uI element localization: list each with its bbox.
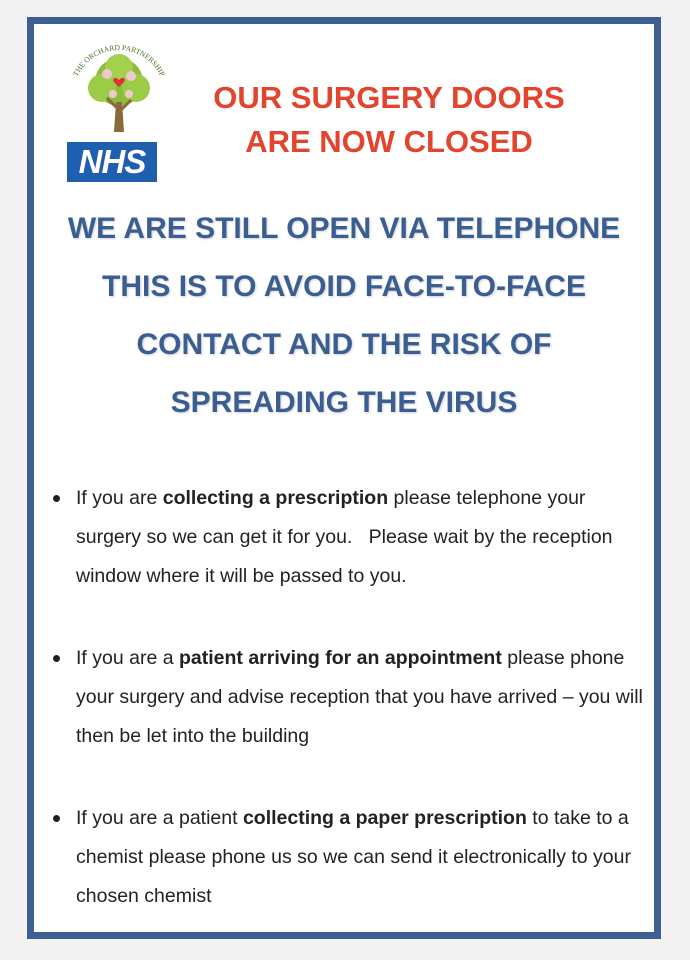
open-heading-line-3: CONTACT AND THE RISK OF bbox=[136, 328, 552, 361]
open-heading-line-2: THIS IS TO AVOID FACE-TO-FACE bbox=[102, 270, 586, 303]
list-item-paper-prescription bbox=[52, 799, 652, 916]
list-item-collecting-prescription bbox=[52, 479, 652, 596]
closed-heading-line-1: OUR SURGERY DOORS bbox=[213, 80, 565, 115]
bullet-text-pre: If you are a bbox=[76, 647, 179, 669]
bullet-text-pre: If you are bbox=[76, 487, 163, 509]
bullet-text-post: please phone your surgery and advise reception that you have arrived – you will then be let into the building bbox=[76, 647, 643, 747]
orchard-tree-logo-icon bbox=[59, 32, 179, 142]
bullet-text-bold: collecting a paper prescription bbox=[242, 807, 527, 829]
doors-closed-heading bbox=[184, 76, 594, 164]
bullet-dot-icon bbox=[53, 495, 60, 502]
open-heading-line-4: SPREADING THE VIRUS bbox=[170, 386, 518, 419]
still-open-heading bbox=[34, 200, 654, 432]
closed-heading-line-2: ARE NOW CLOSED bbox=[245, 124, 533, 159]
notice-poster bbox=[27, 17, 661, 939]
bullet-text-pre: If you are a patient bbox=[76, 807, 243, 829]
bullet-text-post: to take to a chemist please phone us so we can send it electronically to your chosen chemist bbox=[76, 807, 631, 907]
instructions-list bbox=[52, 479, 652, 959]
bullet-dot-icon bbox=[53, 655, 60, 662]
list-item-arriving-appointment bbox=[52, 639, 652, 756]
bullet-text-post: please telephone your surgery so we can get it for you. Please wait by the reception window where it will be passed to you. bbox=[76, 487, 613, 587]
logo-ring-text: THE ORCHARD PARTNERSHIP bbox=[70, 42, 168, 78]
nhs-logo: NHS bbox=[67, 142, 157, 182]
bullet-text-bold: patient arriving for an appointment bbox=[178, 647, 502, 669]
open-heading-line-1: WE ARE STILL OPEN VIA TELEPHONE bbox=[67, 212, 621, 245]
practice-logo bbox=[59, 32, 179, 180]
bullet-dot-icon bbox=[53, 815, 60, 822]
bullet-text-bold: collecting a prescription bbox=[162, 487, 389, 509]
